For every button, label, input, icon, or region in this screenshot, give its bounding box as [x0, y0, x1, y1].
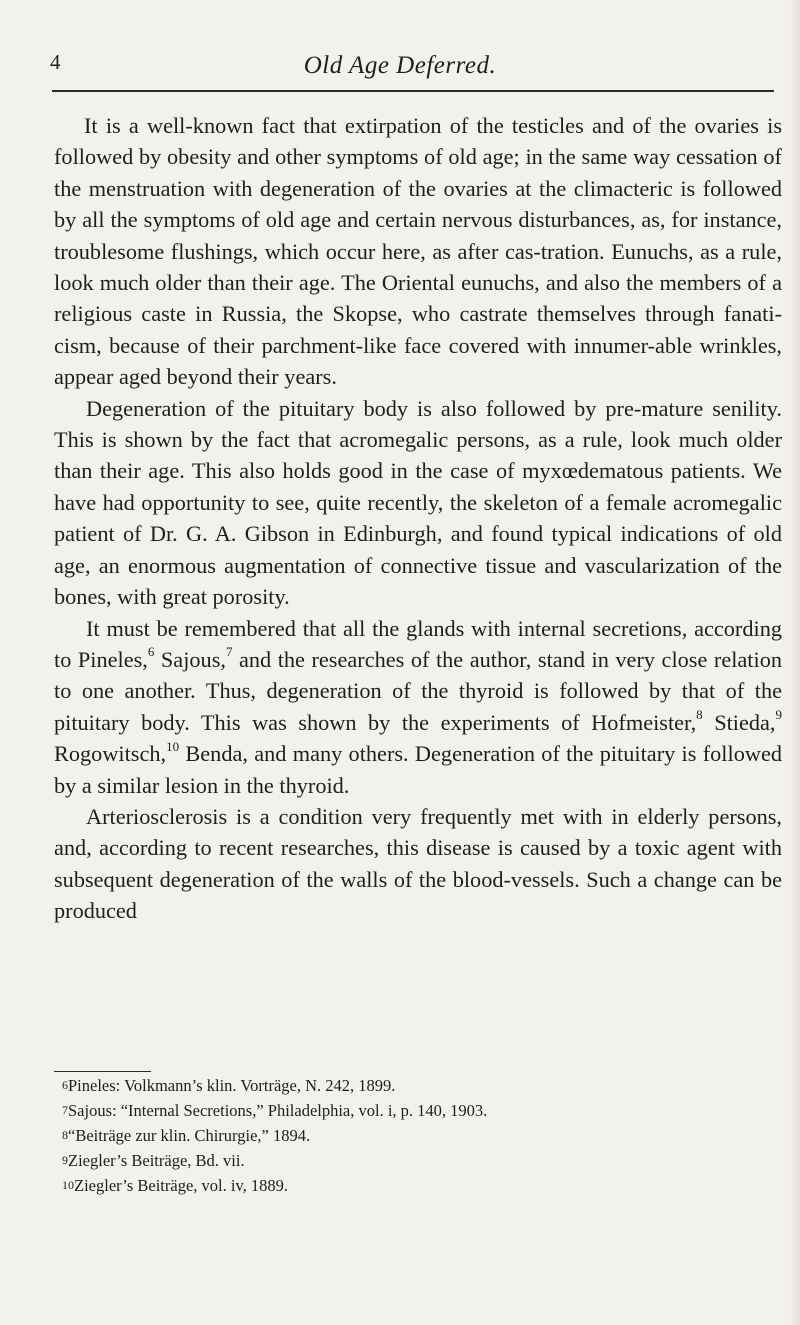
- footnote-ref-8: 8: [696, 707, 703, 723]
- paragraph-4: Arteriosclerosis is a condition very frequently met with in elderly persons, and, according to recent researches, this disease is caused by a toxic agent with subsequent degeneration of the walls of the blood-vessels. Such a change can be produced: [54, 803, 782, 924]
- footnote-ref-7: 7: [225, 644, 233, 660]
- footnote-number: 8: [62, 1128, 68, 1142]
- footnote-number: 6: [62, 1078, 68, 1092]
- footnote-ref-10: 10: [166, 738, 180, 754]
- paragraph-3: [54, 613, 782, 801]
- page-edge-shadow: [790, 0, 800, 1325]
- paragraph-3-text: Rogowitsch,: [54, 741, 167, 767]
- footnote-ref-9: 9: [775, 707, 782, 723]
- page-number: 4: [50, 50, 61, 74]
- header-rule: [52, 90, 774, 92]
- footnote-text: Ziegler’s Beiträge, Bd. vii.: [68, 1151, 245, 1170]
- paragraph-3-text: and the researches of the author, stand in very close relation to one another. Thus, degeneration of the thyroid is followed by that of the pituitary body. This was shown by the experiments of Hofmeister,: [54, 646, 782, 735]
- footnote-number: 9: [62, 1153, 68, 1167]
- paragraph-3-text: Benda, and many others. Degeneration of the pituitary is followed by a similar lesion in the thyroid.: [54, 741, 782, 798]
- footnote-8: [62, 1124, 762, 1149]
- footnote-number: 7: [62, 1103, 68, 1117]
- footnote-text: Ziegler’s Beiträge, vol. iv, 1889.: [74, 1176, 288, 1195]
- paragraph-3-text: It must be remembered that all the glands with internal secretions, according to Pineles,: [54, 615, 782, 672]
- footnote-text: “Beiträge zur klin. Chirurgie,” 1894.: [68, 1126, 311, 1145]
- paragraph-1: It is a well-known fact that extirpation of the testicles and of the ovaries is followed by obesity and other symptoms of old age; in the same way cessation of the menstruation with degeneration of the ovaries at the climacteric is followed by all the symptoms of old age and certain nervous disturbances, as, for instance, troublesome flushings, which occur here, as after cas-tration. Eunuchs, as a rule, look much older than their age. The Oriental eunuchs, and also the members of a religious caste in Russia, the Skopse, who castrate themselves through fanati-cism, because of their parchment-like face covered with innumer-able wrinkles, appear aged beyond their years.: [54, 113, 782, 390]
- paragraph-3-text: Sajous,: [154, 646, 226, 672]
- footnote-ref-6: 6: [147, 644, 155, 660]
- paragraph-3-text: Stieda,: [702, 709, 776, 735]
- footnote-text: Sajous: “Internal Secretions,” Philadelphia, vol. i, p. 140, 1903.: [68, 1101, 488, 1120]
- paragraph-2: Degeneration of the pituitary body is also followed by pre-mature senility. This is shown by the fact that acromegalic persons, as a rule, look much older than their age. This also holds good in the case of myxœdematous patients. We have had opportunity to see, quite recently, the skeleton of a female acromegalic patient of Dr. G. A. Gibson in Edinburgh, and found typical indications of old age, an enormous augmentation of connective tissue and vascularization of the bones, with great porosity.: [54, 395, 782, 610]
- body-text: [54, 110, 782, 927]
- footnote-10: [62, 1174, 762, 1199]
- footnote-7: [62, 1099, 762, 1124]
- footnote-number: 10: [62, 1178, 74, 1192]
- footnote-9: [62, 1149, 762, 1174]
- footnotes: [62, 1074, 762, 1199]
- footnote-6: [62, 1074, 762, 1099]
- footnote-rule: [54, 1071, 151, 1072]
- footnote-text: Pineles: Volkmann’s klin. Vorträge, N. 242, 1899.: [68, 1076, 396, 1095]
- running-title: Old Age Deferred.: [303, 52, 497, 79]
